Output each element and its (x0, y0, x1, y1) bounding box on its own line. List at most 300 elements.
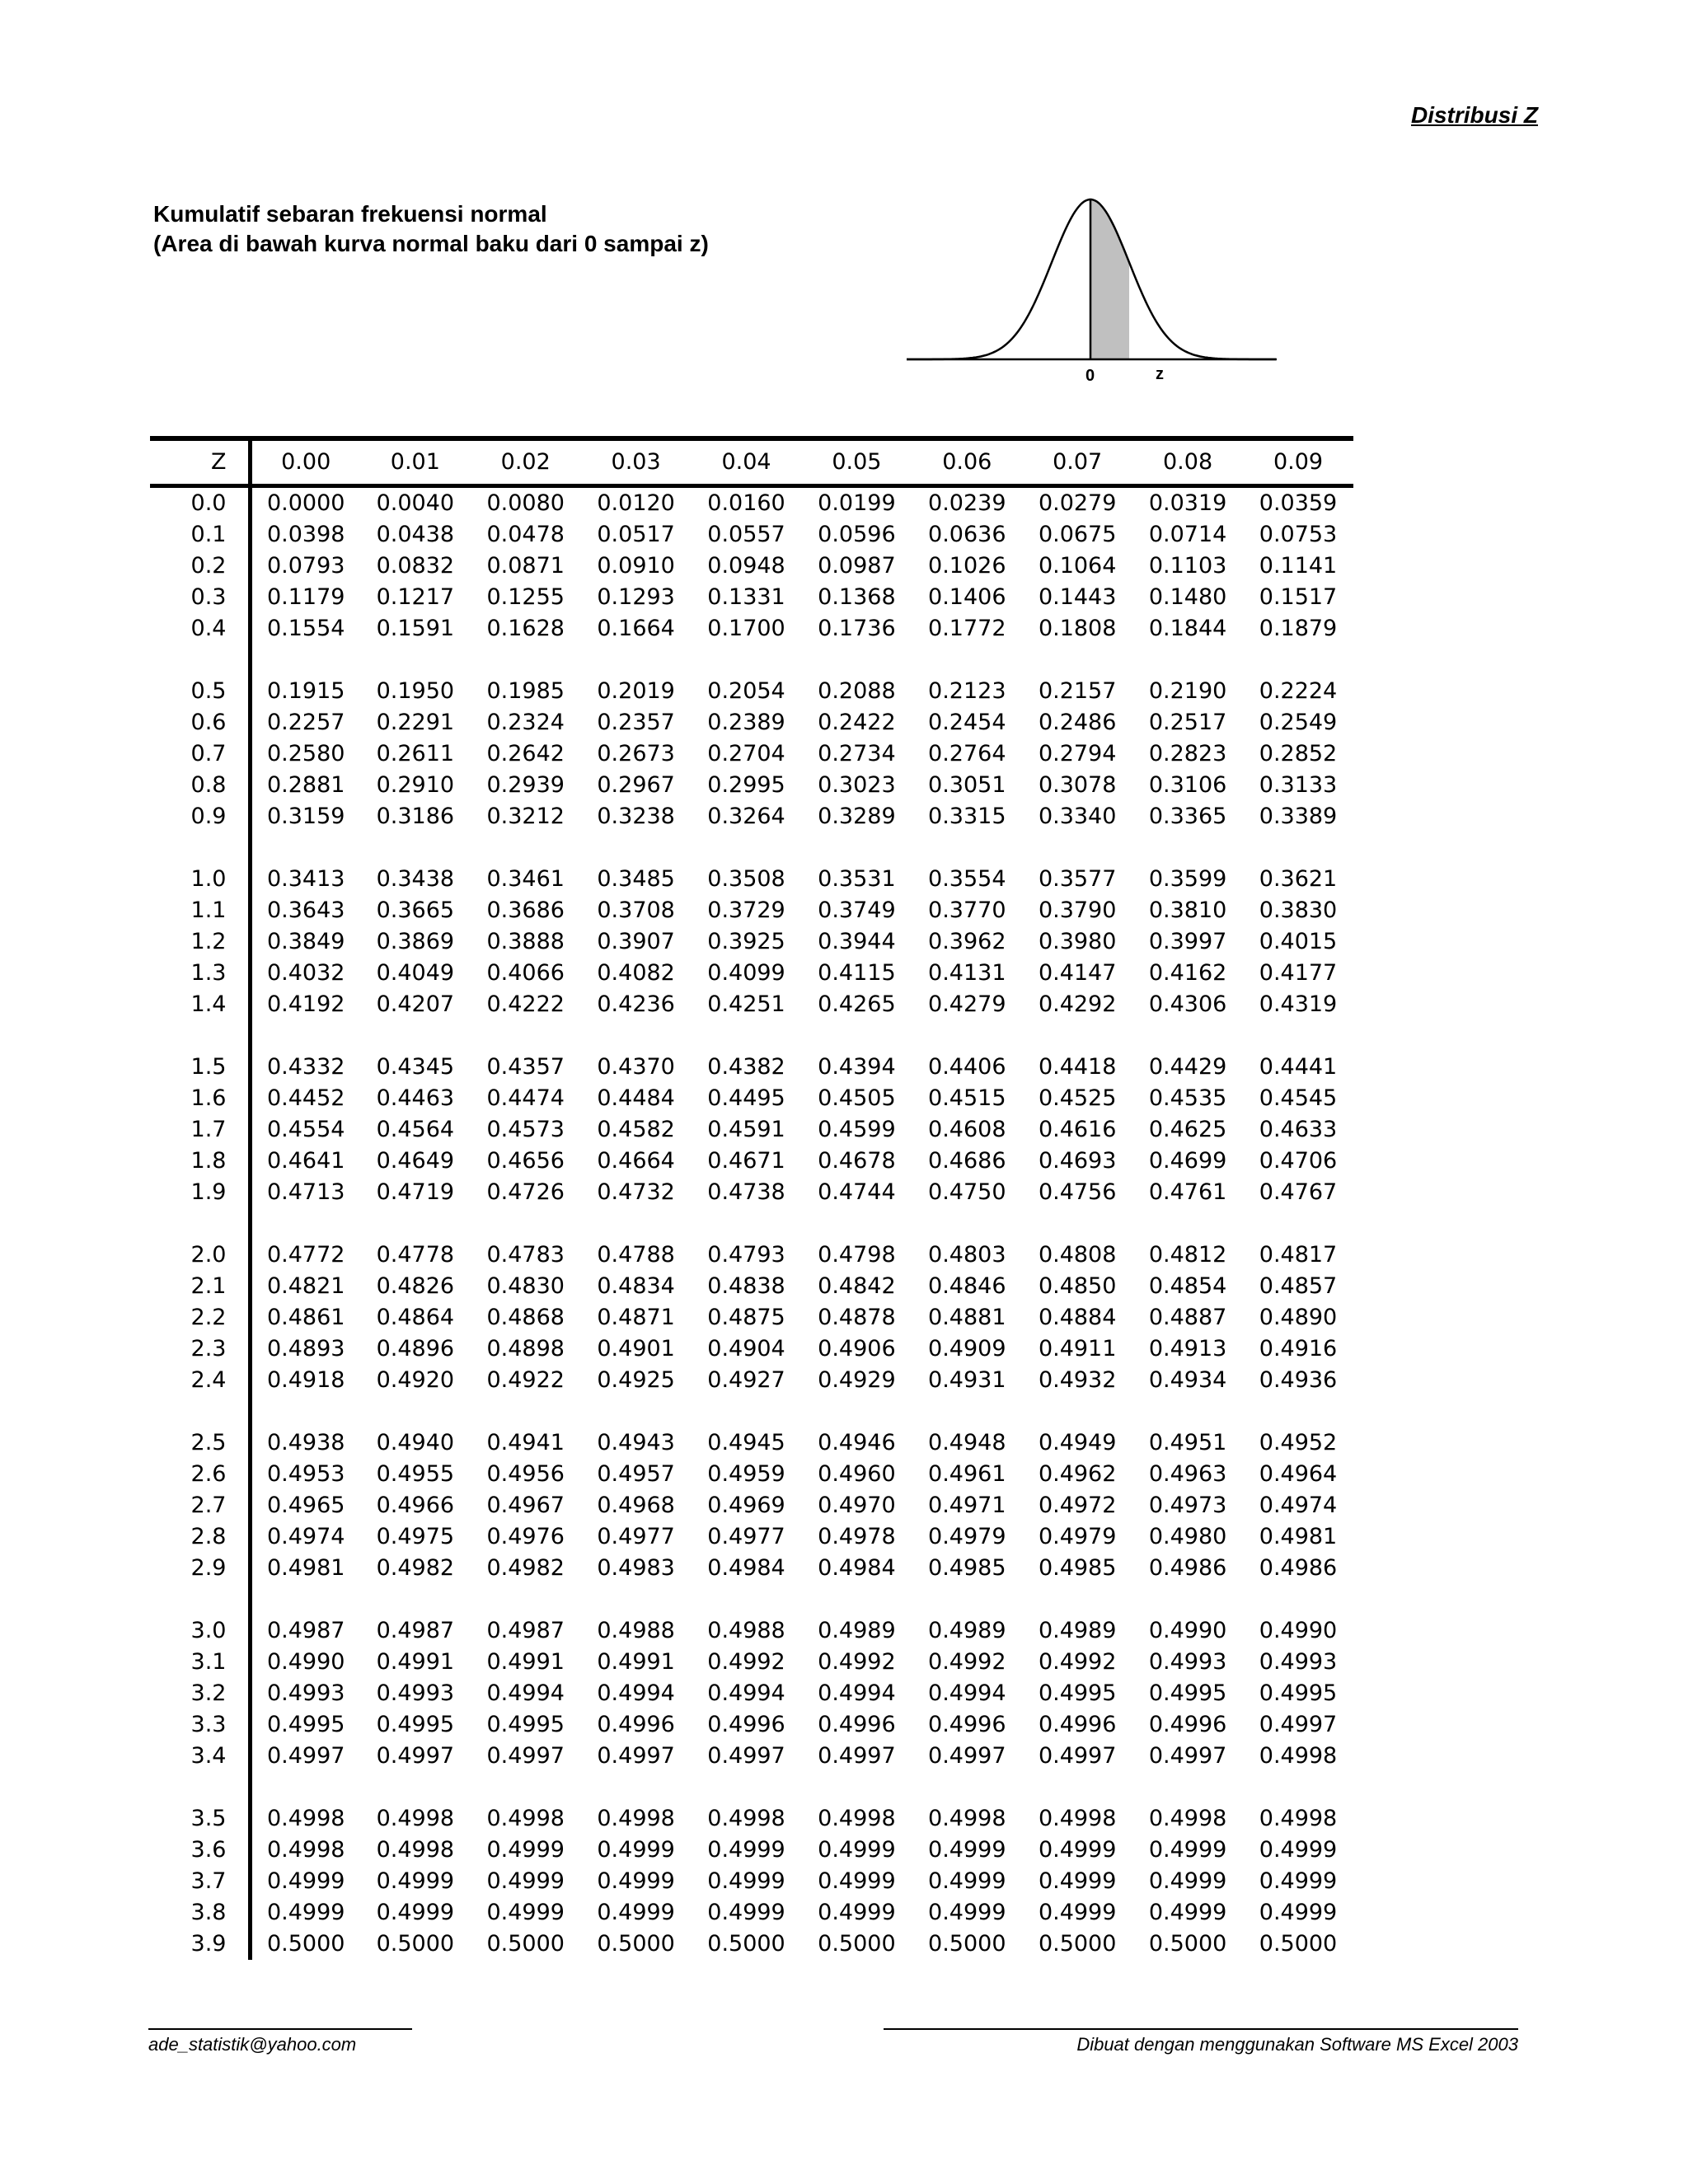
probability-cell: 0.4015 (1259, 929, 1338, 954)
probability-cell: 0.4998 (266, 1806, 345, 1831)
probability-cell: 0.4934 (1148, 1367, 1227, 1393)
probability-cell: 0.4693 (1038, 1148, 1117, 1174)
probability-cell: 0.4608 (928, 1117, 1006, 1142)
z-value-cell: 2.8 (150, 1521, 250, 1553)
probability-cell: 0.4998 (376, 1806, 455, 1831)
probability-cell: 0.2580 (266, 741, 345, 766)
probability-cell: 0.4972 (1038, 1493, 1117, 1518)
probability-cell: 0.0120 (597, 490, 675, 516)
z-value-cell: 2.9 (150, 1553, 250, 1584)
probability-cell: 0.4991 (597, 1649, 675, 1675)
z-value-cell: 3.3 (150, 1709, 250, 1741)
probability-cell: 0.3599 (1148, 866, 1227, 892)
z-value-cell: 1.4 (150, 989, 250, 1020)
probability-cell: 0.3365 (1148, 804, 1227, 829)
z-value-cell: 3.6 (150, 1835, 250, 1866)
curve-label-zero: 0 (1085, 367, 1095, 385)
probability-cell: 0.1879 (1259, 616, 1338, 641)
z-value-cell: 3.1 (150, 1647, 250, 1678)
table-row (150, 1177, 1353, 1208)
probability-cell: 0.4535 (1148, 1085, 1227, 1111)
probability-cell: 0.0832 (376, 553, 455, 579)
probability-cell: 0.3962 (928, 929, 1006, 954)
probability-cell: 0.3238 (597, 804, 675, 829)
probability-cell: 0.4960 (818, 1461, 896, 1487)
probability-cell: 0.4279 (928, 991, 1006, 1017)
probability-cell: 0.4976 (486, 1524, 565, 1549)
probability-cell: 0.4641 (266, 1148, 345, 1174)
probability-cell: 0.2673 (597, 741, 675, 766)
probability-cell: 0.4988 (597, 1618, 675, 1643)
probability-cell: 0.4656 (486, 1148, 565, 1174)
probability-cell: 0.4975 (376, 1524, 455, 1549)
probability-cell: 0.4993 (1148, 1649, 1227, 1675)
probability-cell: 0.1664 (597, 616, 675, 641)
probability-cell: 0.3810 (1148, 898, 1227, 923)
z-value-cell: 3.4 (150, 1741, 250, 1772)
probability-cell: 0.4778 (376, 1242, 455, 1268)
probability-cell: 0.4967 (486, 1493, 565, 1518)
probability-cell: 0.4952 (1259, 1430, 1338, 1455)
probability-cell: 0.4906 (818, 1336, 896, 1361)
probability-cell: 0.4732 (597, 1179, 675, 1205)
probability-cell: 0.4977 (597, 1524, 675, 1549)
probability-cell: 0.4979 (1038, 1524, 1117, 1549)
z-distribution-table (150, 436, 1353, 1960)
probability-cell: 0.4783 (486, 1242, 565, 1268)
footer-email: ade_statistik@yahoo.com (148, 2034, 357, 2055)
probability-cell: 0.1700 (707, 616, 785, 641)
z-value-cell: 3.8 (150, 1897, 250, 1929)
probability-cell: 0.4987 (376, 1618, 455, 1643)
probability-cell: 0.4993 (266, 1680, 345, 1706)
probability-cell: 0.4744 (818, 1179, 896, 1205)
z-value-cell: 1.2 (150, 926, 250, 958)
column-header: 0.04 (692, 438, 802, 486)
table-row (150, 1835, 1353, 1866)
probability-cell: 0.4999 (818, 1837, 896, 1863)
probability-cell: 0.4999 (597, 1868, 675, 1894)
probability-cell: 0.2734 (818, 741, 896, 766)
table-subtitle-line-2: (Area di bawah kurva normal baku dari 0 sampai z) (153, 231, 709, 256)
probability-cell: 0.0987 (818, 553, 896, 579)
probability-cell: 0.4982 (376, 1555, 455, 1581)
table-row (150, 582, 1353, 613)
probability-cell: 0.2939 (486, 772, 565, 798)
probability-cell: 0.4999 (928, 1837, 1006, 1863)
probability-cell: 0.4948 (928, 1430, 1006, 1455)
probability-cell: 0.4995 (266, 1712, 345, 1737)
probability-cell: 0.4999 (597, 1837, 675, 1863)
z-value-cell: 1.8 (150, 1146, 250, 1177)
probability-cell: 0.4370 (597, 1054, 675, 1080)
table-row (150, 770, 1353, 801)
probability-cell: 0.3212 (486, 804, 565, 829)
probability-cell: 0.1628 (486, 616, 565, 641)
probability-cell: 0.0675 (1038, 522, 1117, 547)
probability-cell: 0.3159 (266, 804, 345, 829)
probability-cell: 0.0359 (1259, 490, 1338, 516)
probability-cell: 0.4996 (818, 1712, 896, 1737)
probability-cell: 0.3869 (376, 929, 455, 954)
probability-cell: 0.4162 (1148, 960, 1227, 986)
probability-cell: 0.4999 (376, 1900, 455, 1925)
probability-cell: 0.3531 (818, 866, 896, 892)
probability-cell: 0.4992 (818, 1649, 896, 1675)
probability-cell: 0.4474 (486, 1085, 565, 1111)
probability-cell: 0.4993 (376, 1680, 455, 1706)
probability-cell: 0.1950 (376, 678, 455, 704)
probability-cell: 0.4394 (818, 1054, 896, 1080)
probability-cell: 0.4998 (1148, 1806, 1227, 1831)
table-row (150, 1897, 1353, 1929)
probability-cell: 0.3888 (486, 929, 565, 954)
probability-cell: 0.3289 (818, 804, 896, 829)
z-value-cell: 0.9 (150, 801, 250, 832)
probability-cell: 0.4854 (1148, 1273, 1227, 1299)
probability-cell: 0.4686 (928, 1148, 1006, 1174)
probability-cell: 0.4998 (928, 1806, 1006, 1831)
z-value-cell: 2.1 (150, 1271, 250, 1302)
probability-cell: 0.1026 (928, 553, 1006, 579)
z-value-cell: 3.2 (150, 1678, 250, 1709)
probability-cell: 0.4767 (1259, 1179, 1338, 1205)
probability-cell: 0.4927 (707, 1367, 785, 1393)
z-value-cell: 1.7 (150, 1114, 250, 1146)
probability-cell: 0.4699 (1148, 1148, 1227, 1174)
table-row (150, 1615, 1353, 1647)
z-value-cell: 2.2 (150, 1302, 250, 1333)
probability-cell: 0.2549 (1259, 710, 1338, 735)
probability-cell: 0.3907 (597, 929, 675, 954)
probability-cell: 0.3577 (1038, 866, 1117, 892)
probability-cell: 0.4989 (928, 1618, 1006, 1643)
probability-cell: 0.2054 (707, 678, 785, 704)
probability-cell: 0.4999 (376, 1868, 455, 1894)
probability-cell: 0.0753 (1259, 522, 1338, 547)
table-row (150, 1083, 1353, 1114)
probability-cell: 0.3729 (707, 898, 785, 923)
probability-cell: 0.4345 (376, 1054, 455, 1080)
probability-cell: 0.0478 (486, 522, 565, 547)
table-row (150, 864, 1353, 895)
probability-cell: 0.4990 (1148, 1618, 1227, 1643)
probability-cell: 0.5000 (1259, 1931, 1338, 1957)
table-row (150, 1553, 1353, 1584)
probability-cell: 0.4969 (707, 1493, 785, 1518)
probability-cell: 0.4986 (1259, 1555, 1338, 1581)
probability-cell: 0.2019 (597, 678, 675, 704)
table-row (150, 676, 1353, 707)
probability-cell: 0.4834 (597, 1273, 675, 1299)
probability-cell: 0.4999 (818, 1900, 896, 1925)
probability-cell: 0.1517 (1259, 584, 1338, 610)
table-row (150, 895, 1353, 926)
probability-cell: 0.1480 (1148, 584, 1227, 610)
probability-cell: 0.4999 (266, 1868, 345, 1894)
probability-cell: 0.3790 (1038, 898, 1117, 923)
probability-cell: 0.0199 (818, 490, 896, 516)
probability-cell: 0.4793 (707, 1242, 785, 1268)
probability-cell: 0.4772 (266, 1242, 345, 1268)
probability-cell: 0.3413 (266, 866, 345, 892)
probability-cell: 0.4896 (376, 1336, 455, 1361)
probability-cell: 0.4997 (376, 1743, 455, 1769)
probability-cell: 0.4983 (597, 1555, 675, 1581)
probability-cell: 0.4808 (1038, 1242, 1117, 1268)
probability-cell: 0.4997 (818, 1743, 896, 1769)
table-row (150, 1114, 1353, 1146)
z-value-cell: 0.5 (150, 676, 250, 707)
probability-cell: 0.4864 (376, 1305, 455, 1330)
z-value-cell: 0.1 (150, 519, 250, 551)
probability-cell: 0.4997 (1148, 1743, 1227, 1769)
z-value-cell: 3.9 (150, 1929, 250, 1960)
probability-cell: 0.2852 (1259, 741, 1338, 766)
probability-cell: 0.4997 (707, 1743, 785, 1769)
z-value-cell: 3.0 (150, 1615, 250, 1647)
column-header: 0.00 (250, 438, 360, 486)
z-value-cell: 1.3 (150, 958, 250, 989)
table-row (150, 1240, 1353, 1271)
probability-cell: 0.1064 (1038, 553, 1117, 579)
probability-cell: 0.1844 (1148, 616, 1227, 641)
probability-cell: 0.4999 (707, 1837, 785, 1863)
probability-cell: 0.5000 (1038, 1931, 1117, 1957)
table-row (150, 1052, 1353, 1083)
probability-cell: 0.4945 (707, 1430, 785, 1455)
footer-credit: Dibuat dengan menggunakan Software MS Excel 2003 (1076, 2034, 1518, 2055)
probability-cell: 0.2794 (1038, 741, 1117, 766)
probability-cell: 0.4418 (1038, 1054, 1117, 1080)
probability-cell: 0.4099 (707, 960, 785, 986)
probability-cell: 0.4994 (707, 1680, 785, 1706)
probability-cell: 0.4922 (486, 1367, 565, 1393)
table-row (150, 958, 1353, 989)
z-value-cell: 0.0 (150, 486, 250, 520)
probability-cell: 0.4994 (486, 1680, 565, 1706)
probability-cell: 0.2517 (1148, 710, 1227, 735)
probability-cell: 0.5000 (1148, 1931, 1227, 1957)
probability-cell: 0.4821 (266, 1273, 345, 1299)
probability-cell: 0.4991 (376, 1649, 455, 1675)
probability-cell: 0.4990 (266, 1649, 345, 1675)
probability-cell: 0.4982 (486, 1555, 565, 1581)
probability-cell: 0.2389 (707, 710, 785, 735)
probability-cell: 0.4946 (818, 1430, 896, 1455)
group-spacer-row (150, 1020, 1353, 1052)
probability-cell: 0.4998 (1259, 1806, 1338, 1831)
probability-cell: 0.4996 (928, 1712, 1006, 1737)
probability-cell: 0.4678 (818, 1148, 896, 1174)
probability-cell: 0.0438 (376, 522, 455, 547)
z-value-cell: 1.0 (150, 864, 250, 895)
probability-cell: 0.4147 (1038, 960, 1117, 986)
probability-cell: 0.4943 (597, 1430, 675, 1455)
probability-cell: 0.2764 (928, 741, 1006, 766)
probability-cell: 0.4987 (266, 1618, 345, 1643)
probability-cell: 0.1406 (928, 584, 1006, 610)
probability-cell: 0.4664 (597, 1148, 675, 1174)
probability-cell: 0.4649 (376, 1148, 455, 1174)
probability-cell: 0.4846 (928, 1273, 1006, 1299)
probability-cell: 0.4999 (1259, 1837, 1338, 1863)
probability-cell: 0.2704 (707, 741, 785, 766)
probability-cell: 0.3686 (486, 898, 565, 923)
probability-cell: 0.4812 (1148, 1242, 1227, 1268)
probability-cell: 0.3078 (1038, 772, 1117, 798)
probability-cell: 0.3925 (707, 929, 785, 954)
probability-cell: 0.4953 (266, 1461, 345, 1487)
probability-cell: 0.4932 (1038, 1367, 1117, 1393)
probability-cell: 0.2190 (1148, 678, 1227, 704)
column-header: 0.05 (801, 438, 912, 486)
probability-cell: 0.4998 (707, 1806, 785, 1831)
probability-cell: 0.4599 (818, 1117, 896, 1142)
probability-cell: 0.4962 (1038, 1461, 1117, 1487)
probability-cell: 0.4463 (376, 1085, 455, 1111)
probability-cell: 0.0636 (928, 522, 1006, 547)
probability-cell: 0.4981 (1259, 1524, 1338, 1549)
probability-cell: 0.4893 (266, 1336, 345, 1361)
probability-cell: 0.4904 (707, 1336, 785, 1361)
probability-cell: 0.5000 (818, 1931, 896, 1957)
probability-cell: 0.4994 (928, 1680, 1006, 1706)
probability-cell: 0.1808 (1038, 616, 1117, 641)
probability-cell: 0.4756 (1038, 1179, 1117, 1205)
probability-cell: 0.4990 (1259, 1618, 1338, 1643)
probability-cell: 0.4993 (1259, 1649, 1338, 1675)
table-row (150, 801, 1353, 832)
probability-cell: 0.2910 (376, 772, 455, 798)
probability-cell: 0.5000 (707, 1931, 785, 1957)
probability-cell: 0.2088 (818, 678, 896, 704)
probability-cell: 0.4319 (1259, 991, 1338, 1017)
probability-cell: 0.4850 (1038, 1273, 1117, 1299)
probability-cell: 0.4920 (376, 1367, 455, 1393)
probability-cell: 0.4887 (1148, 1305, 1227, 1330)
probability-cell: 0.4997 (1038, 1743, 1117, 1769)
z-value-cell: 0.2 (150, 551, 250, 582)
probability-cell: 0.1217 (376, 584, 455, 610)
probability-cell: 0.4625 (1148, 1117, 1227, 1142)
probability-cell: 0.4082 (597, 960, 675, 986)
probability-cell: 0.0948 (707, 553, 785, 579)
probability-cell: 0.4251 (707, 991, 785, 1017)
probability-cell: 0.4996 (707, 1712, 785, 1737)
probability-cell: 0.2291 (376, 710, 455, 735)
probability-cell: 0.4207 (376, 991, 455, 1017)
probability-cell: 0.2486 (1038, 710, 1117, 735)
table-row (150, 1427, 1353, 1459)
z-value-cell: 0.3 (150, 582, 250, 613)
probability-cell: 0.2967 (597, 772, 675, 798)
probability-cell: 0.0040 (376, 490, 455, 516)
probability-cell: 0.4995 (1148, 1680, 1227, 1706)
probability-cell: 0.4192 (266, 991, 345, 1017)
probability-cell: 0.4131 (928, 960, 1006, 986)
probability-cell: 0.4931 (928, 1367, 1006, 1393)
probability-cell: 0.4989 (818, 1618, 896, 1643)
shaded-area-0-to-z (1090, 199, 1129, 359)
probability-cell: 0.4761 (1148, 1179, 1227, 1205)
probability-cell: 0.3264 (707, 804, 785, 829)
table-row (150, 519, 1353, 551)
probability-cell: 0.4884 (1038, 1305, 1117, 1330)
probability-cell: 0.4803 (928, 1242, 1006, 1268)
z-value-cell: 3.7 (150, 1866, 250, 1897)
probability-cell: 0.3023 (818, 772, 896, 798)
footer-divider-left (148, 2028, 412, 2030)
probability-cell: 0.2357 (597, 710, 675, 735)
probability-cell: 0.3461 (486, 866, 565, 892)
probability-cell: 0.4999 (1148, 1900, 1227, 1925)
probability-cell: 0.4996 (1038, 1712, 1117, 1737)
probability-cell: 0.0517 (597, 522, 675, 547)
group-spacer-row (150, 1772, 1353, 1803)
z-value-cell: 1.6 (150, 1083, 250, 1114)
probability-cell: 0.0000 (266, 490, 345, 516)
probability-cell: 0.4979 (928, 1524, 1006, 1549)
probability-cell: 0.4913 (1148, 1336, 1227, 1361)
probability-cell: 0.4719 (376, 1179, 455, 1205)
probability-cell: 0.0279 (1038, 490, 1117, 516)
probability-cell: 0.4977 (707, 1524, 785, 1549)
probability-cell: 0.4918 (266, 1367, 345, 1393)
probability-cell: 0.4951 (1148, 1430, 1227, 1455)
probability-cell: 0.3051 (928, 772, 1006, 798)
table-row (150, 1709, 1353, 1741)
probability-cell: 0.4997 (486, 1743, 565, 1769)
column-header: 0.01 (360, 438, 471, 486)
probability-cell: 0.1293 (597, 584, 675, 610)
probability-cell: 0.4996 (1148, 1712, 1227, 1737)
probability-cell: 0.4999 (1148, 1868, 1227, 1894)
probability-cell: 0.4999 (486, 1900, 565, 1925)
probability-cell: 0.2611 (376, 741, 455, 766)
probability-cell: 0.4938 (266, 1430, 345, 1455)
probability-cell: 0.4382 (707, 1054, 785, 1080)
probability-cell: 0.5000 (597, 1931, 675, 1957)
probability-cell: 0.4997 (597, 1743, 675, 1769)
probability-cell: 0.4998 (1259, 1743, 1338, 1769)
probability-cell: 0.2324 (486, 710, 565, 735)
z-value-cell: 1.1 (150, 895, 250, 926)
z-value-cell: 0.4 (150, 613, 250, 644)
z-value-cell: 2.0 (150, 1240, 250, 1271)
probability-cell: 0.4115 (818, 960, 896, 986)
probability-cell: 0.4970 (818, 1493, 896, 1518)
z-value-cell: 3.5 (150, 1803, 250, 1835)
probability-cell: 0.3621 (1259, 866, 1338, 892)
probability-cell: 0.4222 (486, 991, 565, 1017)
probability-cell: 0.4573 (486, 1117, 565, 1142)
probability-cell: 0.3106 (1148, 772, 1227, 798)
probability-cell: 0.3554 (928, 866, 1006, 892)
probability-cell: 0.3340 (1038, 804, 1117, 829)
table-row (150, 551, 1353, 582)
probability-cell: 0.4292 (1038, 991, 1117, 1017)
probability-cell: 0.3133 (1259, 772, 1338, 798)
probability-cell: 0.4582 (597, 1117, 675, 1142)
probability-cell: 0.4484 (597, 1085, 675, 1111)
probability-cell: 0.4999 (597, 1900, 675, 1925)
probability-cell: 0.4998 (818, 1806, 896, 1831)
probability-cell: 0.4992 (707, 1649, 785, 1675)
probability-cell: 0.0871 (486, 553, 565, 579)
probability-cell: 0.1915 (266, 678, 345, 704)
probability-cell: 0.4564 (376, 1117, 455, 1142)
